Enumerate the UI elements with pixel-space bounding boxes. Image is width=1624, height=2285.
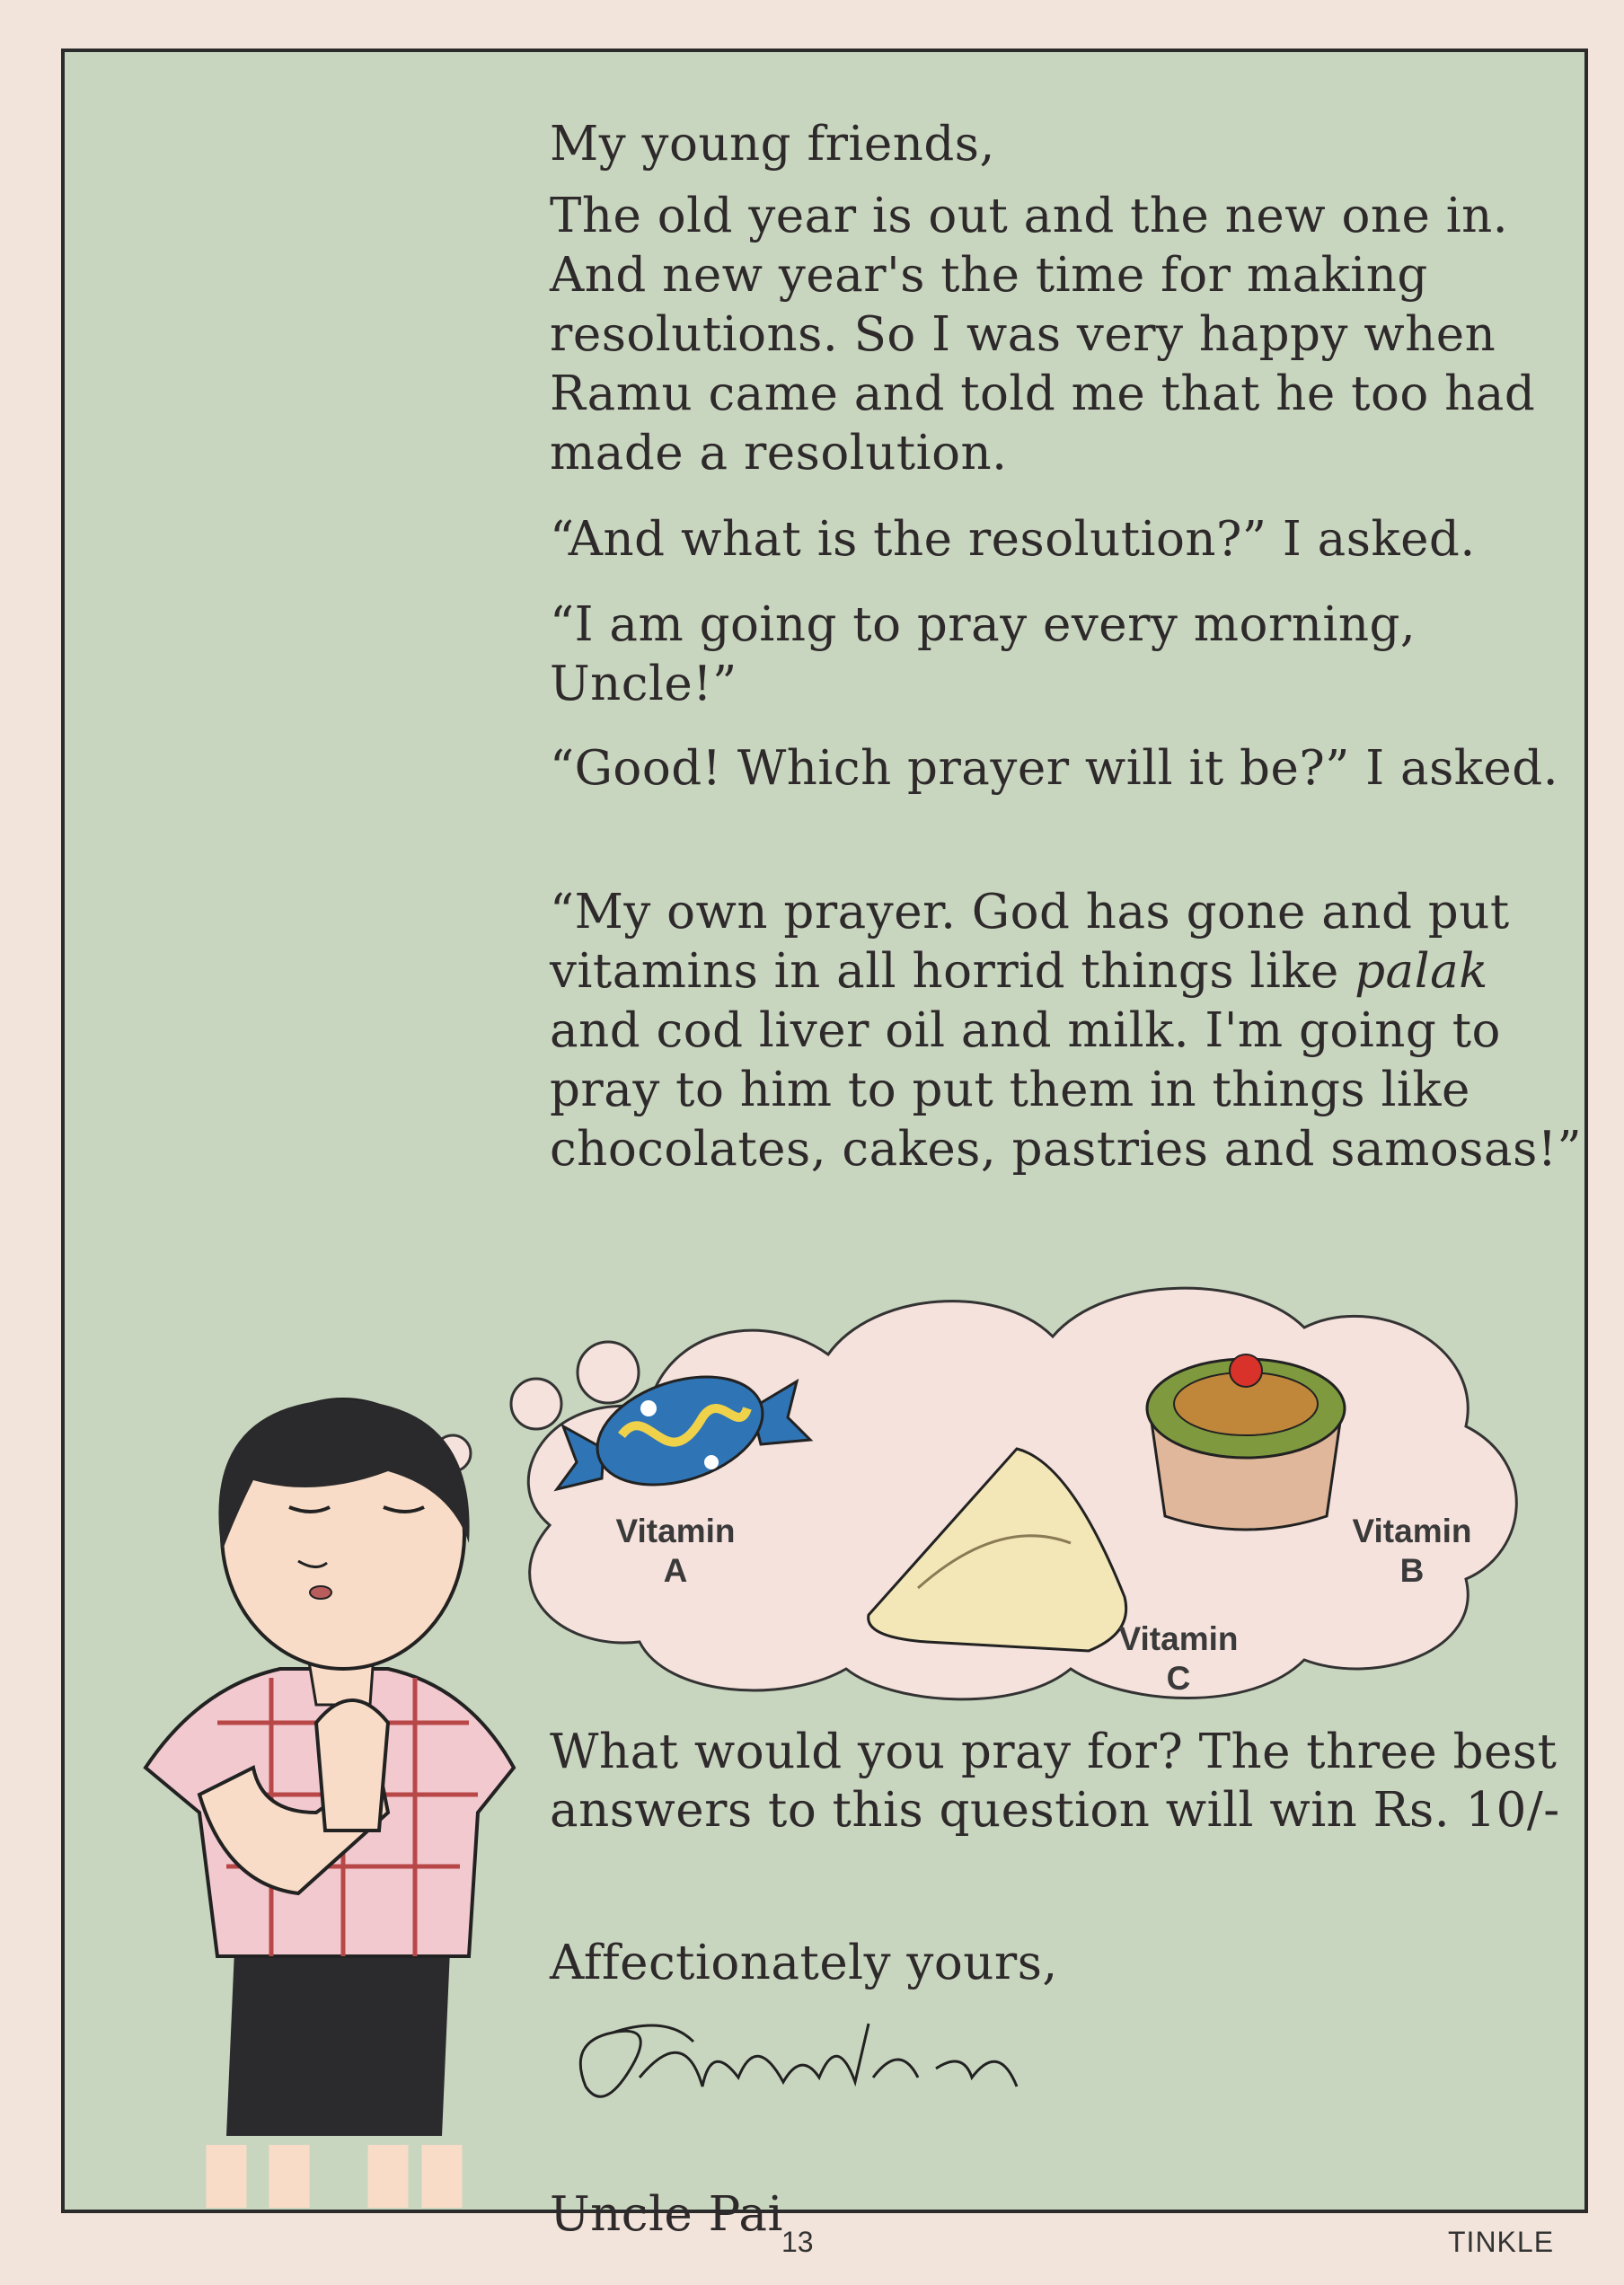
greeting: My young friends,	[550, 117, 995, 172]
vitamin-c-label	[1071, 1619, 1286, 1698]
paragraph-which-prayer: “Good! Which prayer will it be?” I asked.	[550, 741, 1559, 796]
prayer-text-start: “My own prayer. God has gone and put vitamins in all horrid things like	[550, 885, 1510, 999]
magazine-name: TINKLE	[1448, 2226, 1555, 2258]
vitamin-b-letter: B	[1399, 1552, 1425, 1589]
vitamin-c-word: Vitamin	[1118, 1620, 1239, 1657]
prize-question: What would you pray for? The three best answers to this question will win Rs. 10/-	[550, 1725, 1560, 1838]
signature-name: Uncle Pai	[550, 2187, 783, 2242]
paragraph-own-prayer	[550, 883, 1583, 1179]
vitamin-b-word: Vitamin	[1352, 1513, 1472, 1549]
paragraph-resolutions: The old year is out and the new one in. And new year's the time for making resolutions. So I was very happy when Ramu came and told me that he too had made a resolution.	[550, 189, 1536, 481]
paragraph-question: “And what is the resolution?” I asked.	[550, 512, 1476, 567]
vitamin-a-word: Vitamin	[615, 1513, 736, 1549]
praying-boy-illustration	[92, 1345, 559, 2208]
page-number: 13	[781, 2226, 814, 2258]
paragraph-pray-morning: “I am going to pray every morning, Uncle!”	[550, 597, 1417, 711]
palak-word: palak	[1355, 944, 1488, 999]
vitamin-b-label	[1304, 1512, 1520, 1591]
thought-cloud	[442, 1256, 1556, 1723]
signature	[550, 2006, 1053, 2131]
vitamin-a-label	[568, 1512, 783, 1591]
vitamin-c-letter: C	[1166, 1660, 1191, 1697]
closing: Affectionately yours,	[550, 1936, 1058, 1990]
prayer-text-end: and cod liver oil and milk. I'm going to pray to him to put them in things like chocolates, cakes, pastries and samosas!”	[550, 1003, 1583, 1177]
vitamin-a-letter: A	[663, 1552, 688, 1589]
cupcake-icon	[1147, 1354, 1345, 1530]
